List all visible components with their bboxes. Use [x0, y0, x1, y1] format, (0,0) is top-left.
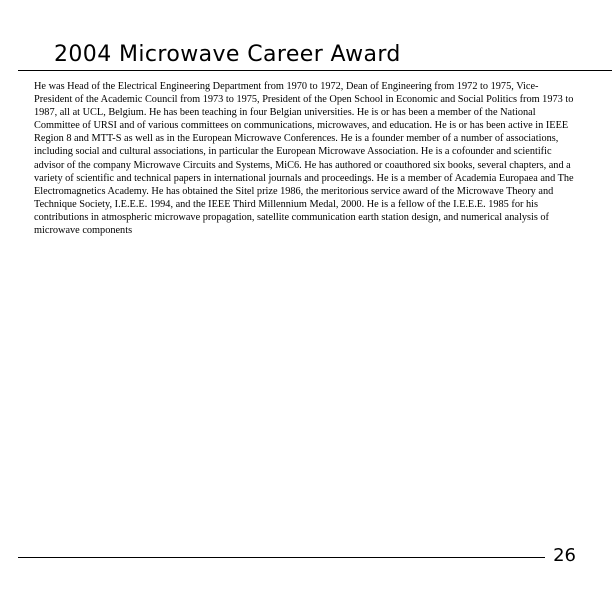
page-number: 26	[553, 545, 576, 566]
biography-paragraph: He was Head of the Electrical Engineering Department from 1970 to 1972, Dean of Engineering from 1972 to 1975, Vice-President of the Academic Council from 1973 to 1975, President of the Open School in Economic and Social Politics from 1973 to 1987, all at UCL, Belgium. He has been teaching in four Belgian universities. He is or has been a member of the National Committee of URSI and of various committees on communications, microwaves, and education. He is or has been active in IEEE Region 8 and MTT-S as well as in the European Microwave Conferences. He is a founder member of a number of associations, including social and cultural associations, in particular the European Microwave Association. He is a cofounder and scientific advisor of the company Microwave Circuits and Systems, MiC6. He has authored or coauthored six books, several chapters, and a variety of scientific and technical papers in international journals and proceedings. He is a member of Academia Europaea and The Electromagnetics Academy. He has obtained the Sitel prize 1986, the meritorious service award of the Microwave Theory and Technique Society, I.E.E.E. 1994, and the IEEE Third Millennium Medal, 2000. He is a fellow of the I.E.E.E. 1985 for his contributions in atmospheric microwave propagation, satellite communication earth station design, and numerical analysis of microwave components	[34, 81, 574, 237]
slide-title: 2004 Microwave Career Award	[54, 42, 401, 67]
title-underline	[18, 70, 612, 71]
footer-rule	[18, 557, 545, 558]
